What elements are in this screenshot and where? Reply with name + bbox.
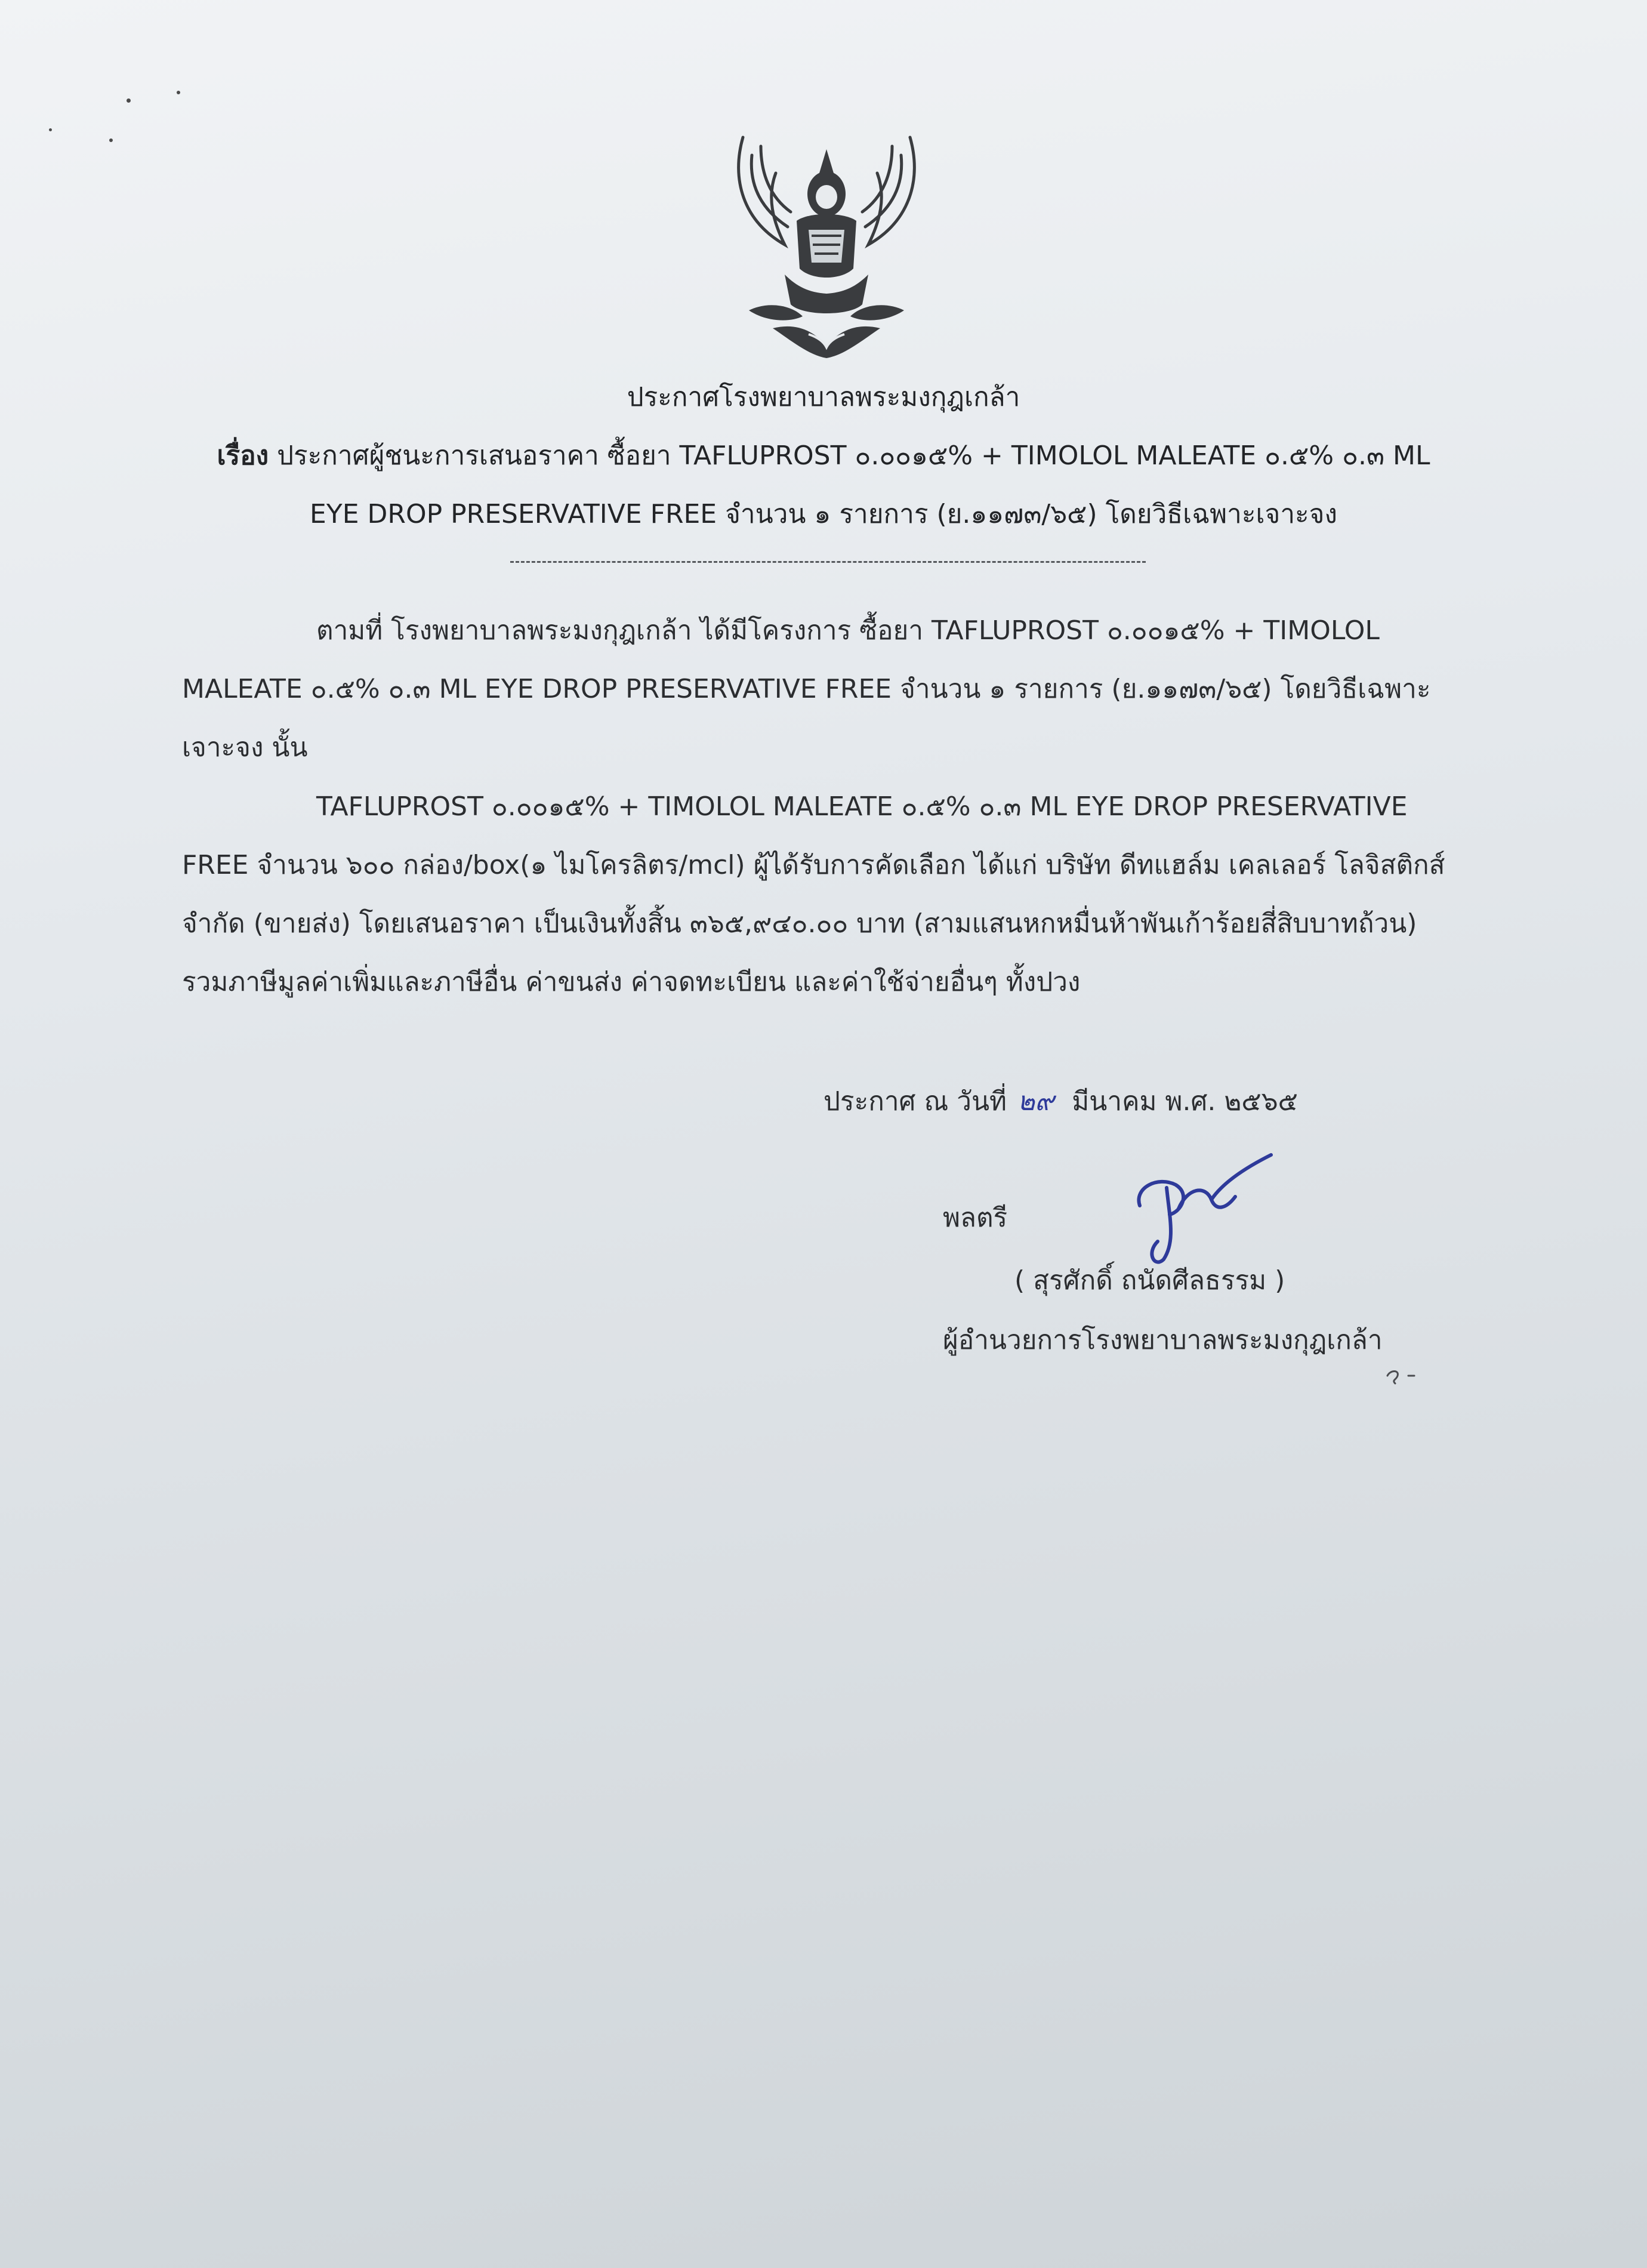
subject-label: เรื่อง: [217, 440, 269, 471]
subject-line-2: EYE DROP PRESERVATIVE FREE จำนวน ๑ รายการ (ย.๑๑๗๓/๖๕) โดยวิธีเฉพาะเจาะจง: [310, 499, 1337, 529]
dashed-divider: [510, 561, 1146, 563]
announcement-date: [824, 1080, 1298, 1122]
signatory-name: ( สุรศักดิ์ ถนัดศีลธรรม ): [1014, 1265, 1285, 1296]
date-prefix: ประกาศ ณ วันที่: [824, 1086, 1007, 1117]
handwritten-initial-mark: [1384, 1367, 1420, 1385]
scan-speck: [127, 98, 131, 103]
date-day-handwritten: ๒๙: [1017, 1086, 1054, 1117]
announcement-title: ประกาศโรงพยาบาลพระมงกุฎเกล้า: [627, 382, 1020, 412]
signatory-position: ผู้อำนวยการโรงพยาบาลพระมงกุฎเกล้า: [943, 1325, 1383, 1355]
handwritten-signature: [1122, 1152, 1289, 1271]
date-month-year: มีนาคม พ.ศ. ๒๕๖๕: [1072, 1086, 1298, 1117]
body-paragraph-2: [182, 778, 1465, 1012]
scan-speck: [177, 91, 180, 94]
subject-text-1: ประกาศผู้ชนะการเสนอราคา ซื้อยา TAFLUPROST ๐.๐๐๑๕% + TIMOLOL MALEATE ๐.๕% ๐.๓ ML: [277, 440, 1430, 471]
scan-speck: [109, 138, 113, 142]
subject-line-1: [119, 435, 1528, 476]
body-paragraph-1: [182, 602, 1465, 777]
body-paragraph-1-text: ตามที่ โรงพยาบาลพระมงกุฎเกล้า ได้มีโครงการ ซื้อยา TAFLUPROST ๐.๐๐๑๕% + TIMOLOL MALEATE ๐.๕% ๐.๓ ML EYE DROP PRESERVATIVE FREE จำนวน ๑ รายการ (ย.๑๑๗๓/๖๕) โดยวิธีเฉพาะเจาะจง นั้น: [182, 615, 1431, 763]
scan-speck: [49, 128, 52, 131]
garuda-emblem-icon: [719, 131, 934, 361]
signatory-rank: พลตรี: [943, 1203, 1008, 1233]
body-paragraph-2-text: TAFLUPROST ๐.๐๐๑๕% + TIMOLOL MALEATE ๐.๕% ๐.๓ ML EYE DROP PRESERVATIVE FREE จำนวน ๖๐๐ กล่อง/box(๑ ไมโครลิตร/mcl) ผู้ได้รับการคัดเลือก ได้แก่ บริษัท ดีทแฮล์ม เคลเลอร์ โลจิสติกส์ จำกัด (ขายส่ง) โดยเสนอราคา เป็นเงินทั้งสิ้น ๓๖๕,๙๔๐.๐๐ บาท (สามแสนหกหมื่นห้าพันเก้าร้อยสี่สิบบาทถ้วน) รวมภาษีมูลค่าเพิ่มและภาษีอื่น ค่าขนส่ง ค่าจดทะเบียน และค่าใช้จ่ายอื่นๆ ทั้งปวง: [182, 791, 1445, 997]
